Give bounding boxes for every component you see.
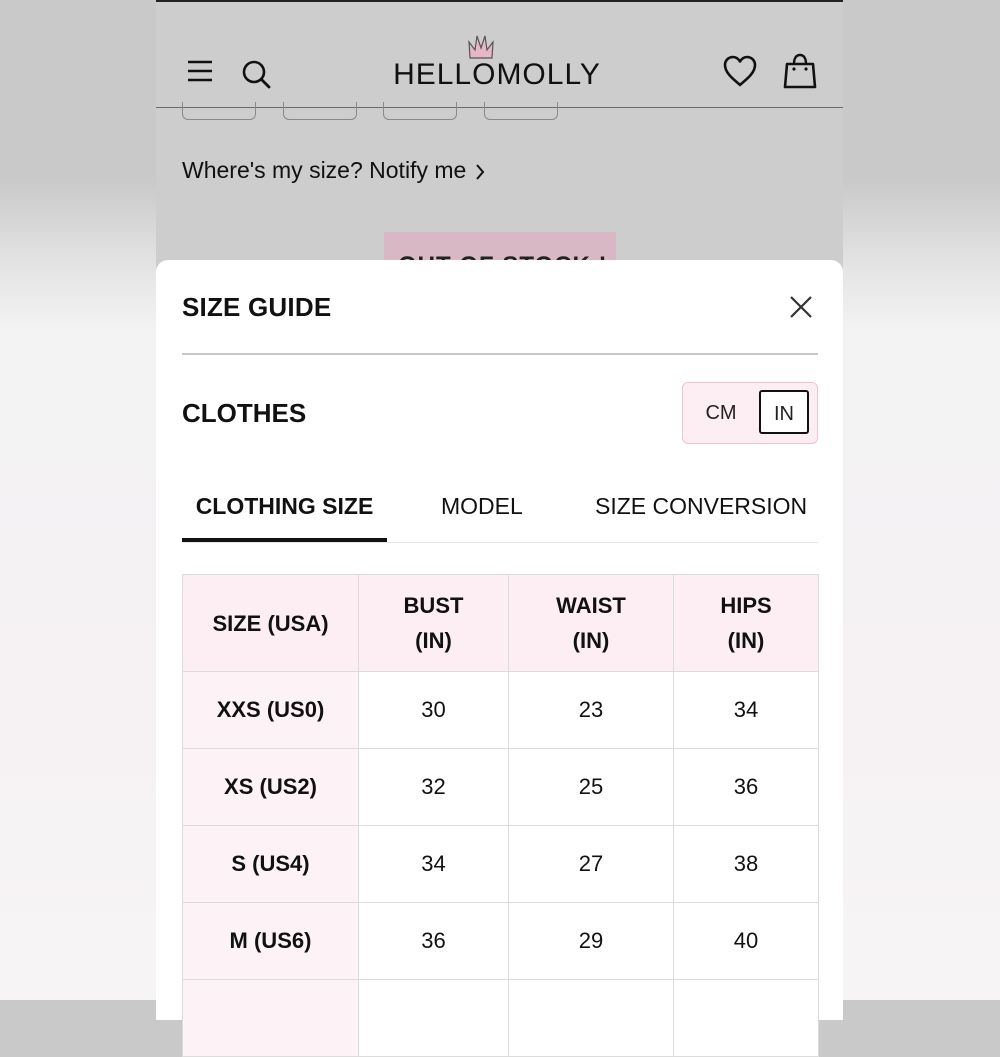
header-bust: BUST (IN) — [359, 575, 509, 672]
table-row — [183, 980, 819, 1057]
hips-cell — [674, 980, 819, 1057]
chevron-right-icon — [474, 162, 486, 182]
size-cell — [183, 980, 359, 1057]
hips-cell: 38 — [674, 826, 819, 903]
size-cell: XS (US2) — [183, 749, 359, 826]
header-size: SIZE (USA) — [183, 575, 359, 672]
waist-cell: 27 — [509, 826, 674, 903]
unit-toggle — [682, 382, 818, 444]
size-cell: XXS (US0) — [183, 672, 359, 749]
hips-cell: 40 — [674, 903, 819, 980]
table-row — [183, 826, 819, 903]
tab-model[interactable]: MODEL — [441, 493, 523, 519]
modal-divider — [182, 353, 818, 355]
hips-cell: 36 — [674, 749, 819, 826]
unit-cm-button[interactable]: CM — [705, 402, 737, 424]
waist-cell: 23 — [509, 672, 674, 749]
tab-clothing-size[interactable]: CLOTHING SIZE — [182, 488, 387, 542]
hips-cell: 34 — [674, 672, 819, 749]
waist-cell: 29 — [509, 903, 674, 980]
size-option[interactable] — [283, 102, 357, 120]
menu-icon[interactable] — [186, 59, 214, 83]
bust-cell: 34 — [359, 826, 509, 903]
size-guide-modal — [156, 260, 843, 1020]
size-table — [182, 574, 819, 1057]
table-header-row — [183, 575, 819, 672]
close-icon[interactable] — [788, 294, 814, 320]
site-logo[interactable]: HELLOMOLLY — [393, 58, 601, 91]
site-header — [156, 2, 843, 108]
size-option[interactable] — [484, 102, 558, 120]
bust-cell — [359, 980, 509, 1057]
header-hips: HIPS (IN) — [674, 575, 819, 672]
waist-cell — [509, 980, 674, 1057]
search-icon[interactable] — [240, 58, 272, 90]
waist-cell: 25 — [509, 749, 674, 826]
size-cell: S (US4) — [183, 826, 359, 903]
size-option[interactable] — [182, 102, 256, 120]
section-title: CLOTHES — [182, 398, 307, 428]
bust-cell: 30 — [359, 672, 509, 749]
table-row — [183, 903, 819, 980]
table-row — [183, 672, 819, 749]
heart-icon[interactable] — [722, 54, 758, 88]
size-option[interactable] — [383, 102, 457, 120]
modal-title: SIZE GUIDE — [182, 292, 332, 322]
tab-size-conversion[interactable]: SIZE CONVERSION — [595, 493, 808, 519]
size-guide-tabs — [182, 488, 818, 543]
header-waist: WAIST (IN) — [509, 575, 674, 672]
table-row — [183, 749, 819, 826]
bag-icon[interactable] — [782, 52, 818, 90]
bust-cell: 32 — [359, 749, 509, 826]
unit-in-button[interactable]: IN — [759, 390, 809, 434]
size-cell: M (US6) — [183, 903, 359, 980]
notify-size-link[interactable]: Where's my size? Notify me — [182, 157, 467, 183]
bust-cell: 36 — [359, 903, 509, 980]
